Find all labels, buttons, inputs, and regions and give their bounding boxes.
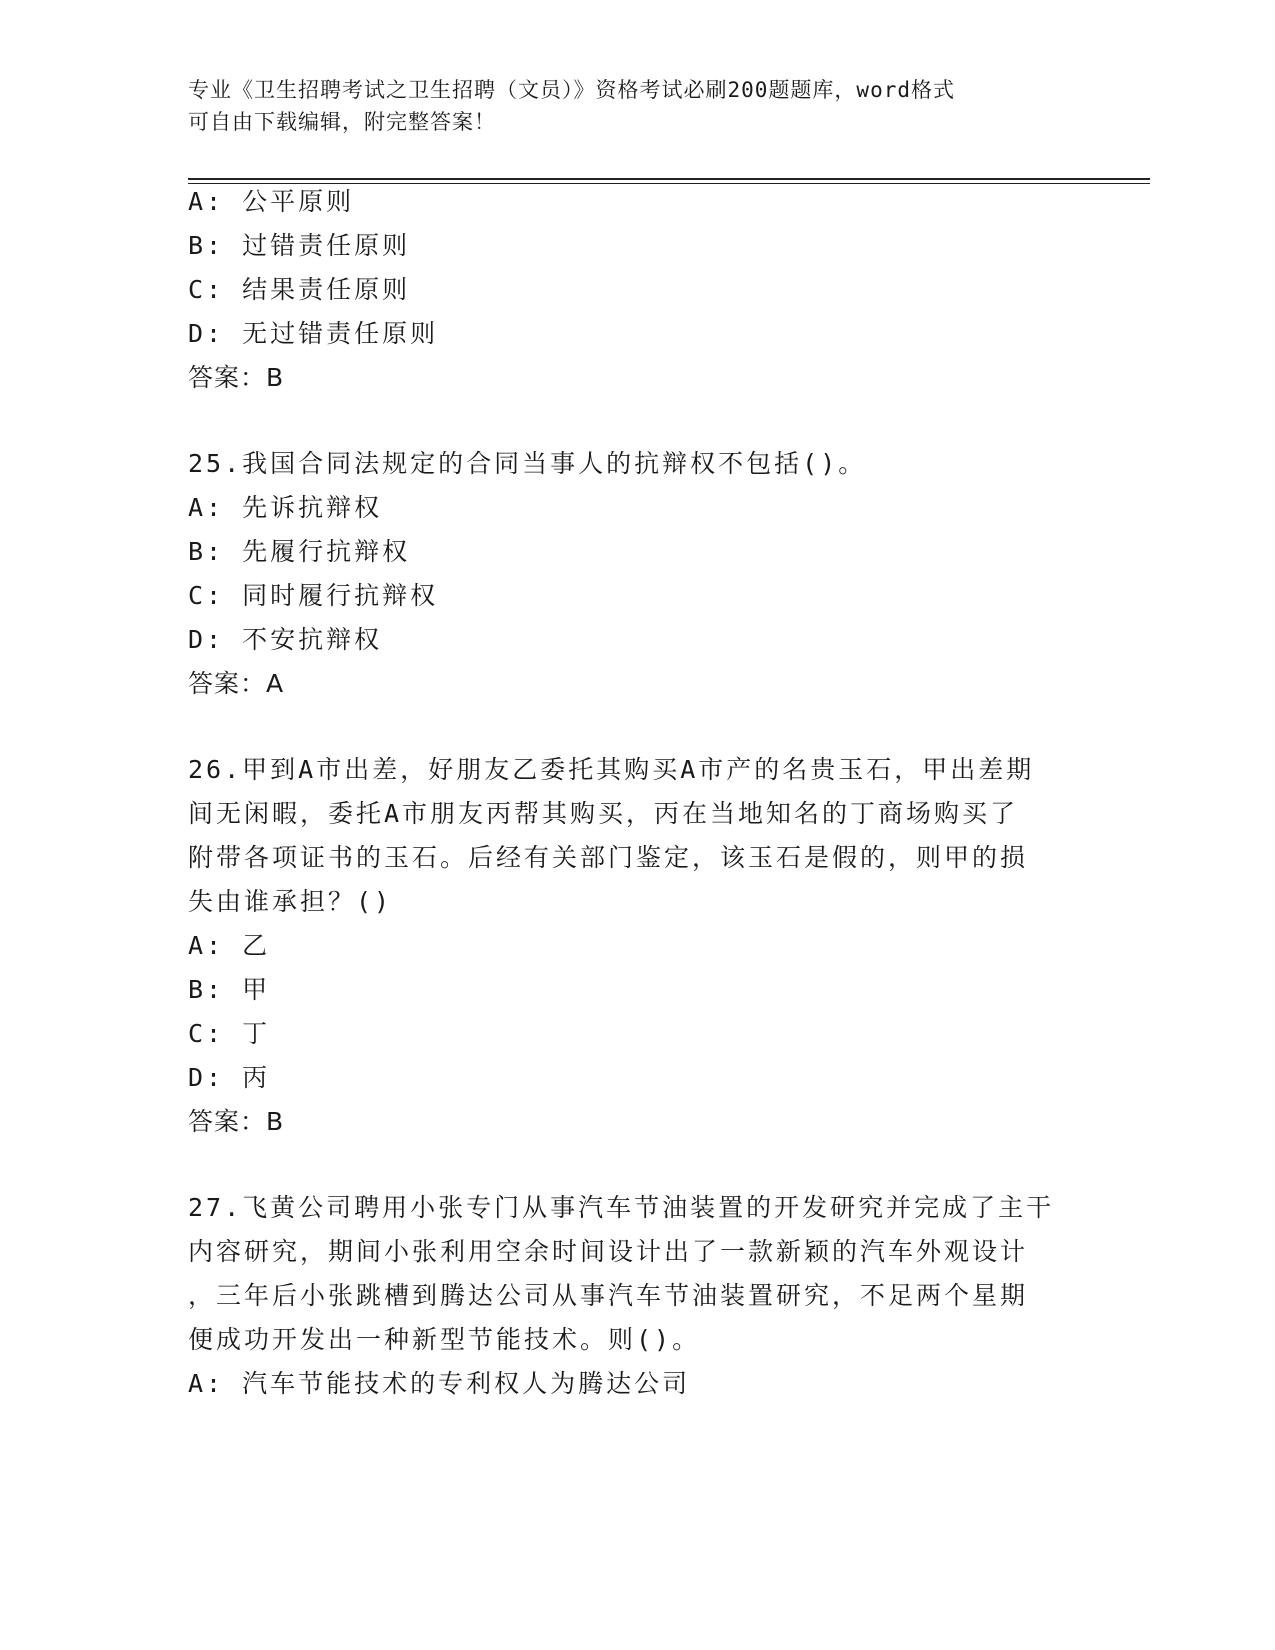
q25-question: 25.我国合同法规定的合同当事人的抗辩权不包括()。 <box>188 449 867 478</box>
q25-option-a: A: 先诉抗辩权 <box>188 493 383 522</box>
q25-option-c: C: 同时履行抗辩权 <box>188 581 439 610</box>
header-divider-thin <box>188 183 1150 184</box>
q24-answer: 答案：B <box>188 363 285 392</box>
q26-question-line-1: 26.甲到A市出差，好朋友乙委托其购买A市产的名贵玉石，甲出差期 <box>188 755 1035 784</box>
document-header <box>188 74 1078 138</box>
q27-option-a: A: 汽车节能技术的专利权人为腾达公司 <box>188 1369 691 1398</box>
q26-option-b: B: 甲 <box>188 975 271 1004</box>
q26-answer: 答案：B <box>188 1107 285 1136</box>
q26-question-line-3: 附带各项证书的玉石。后经有关部门鉴定，该玉石是假的，则甲的损 <box>188 843 1029 872</box>
header-line-2: 可自由下载编辑，附完整答案！ <box>188 110 496 134</box>
q27-question-line-4: 便成功开发出一种新型节能技术。则()。 <box>188 1325 701 1354</box>
q26-option-a: A: 乙 <box>188 931 271 960</box>
q26-option-d: D: 丙 <box>188 1063 271 1092</box>
q27-question-line-3: ，三年后小张跳槽到腾达公司从事汽车节油装置研究，不足两个星期 <box>188 1281 1029 1310</box>
q26-option-c: C: 丁 <box>188 1019 271 1048</box>
q24-option-b: B: 过错责任原则 <box>188 231 411 260</box>
q24-option-d: D: 无过错责任原则 <box>188 319 439 348</box>
q26-question-line-4: 失由谁承担？() <box>188 887 393 916</box>
q24-option-a: A: 公平原则 <box>188 187 355 216</box>
q25-option-b: B: 先履行抗辩权 <box>188 537 411 566</box>
q24-option-c: C: 结果责任原则 <box>188 275 411 304</box>
q27-question-line-1: 27.飞黄公司聘用小张专门从事汽车节油装置的开发研究并完成了主干 <box>188 1193 1055 1222</box>
header-divider <box>188 178 1150 180</box>
q26-question-line-2: 间无闲暇，委托A市朋友丙帮其购买，丙在当地知名的丁商场购买了 <box>188 799 1019 828</box>
q25-option-d: D: 不安抗辩权 <box>188 625 383 654</box>
q27-question-line-2: 内容研究，期间小张利用空余时间设计出了一款新颖的汽车外观设计 <box>188 1237 1029 1266</box>
header-line-1: 专业《卫生招聘考试之卫生招聘（文员）》资格考试必刷200题题库，word格式 <box>188 78 955 102</box>
q25-answer: 答案：A <box>188 669 285 698</box>
